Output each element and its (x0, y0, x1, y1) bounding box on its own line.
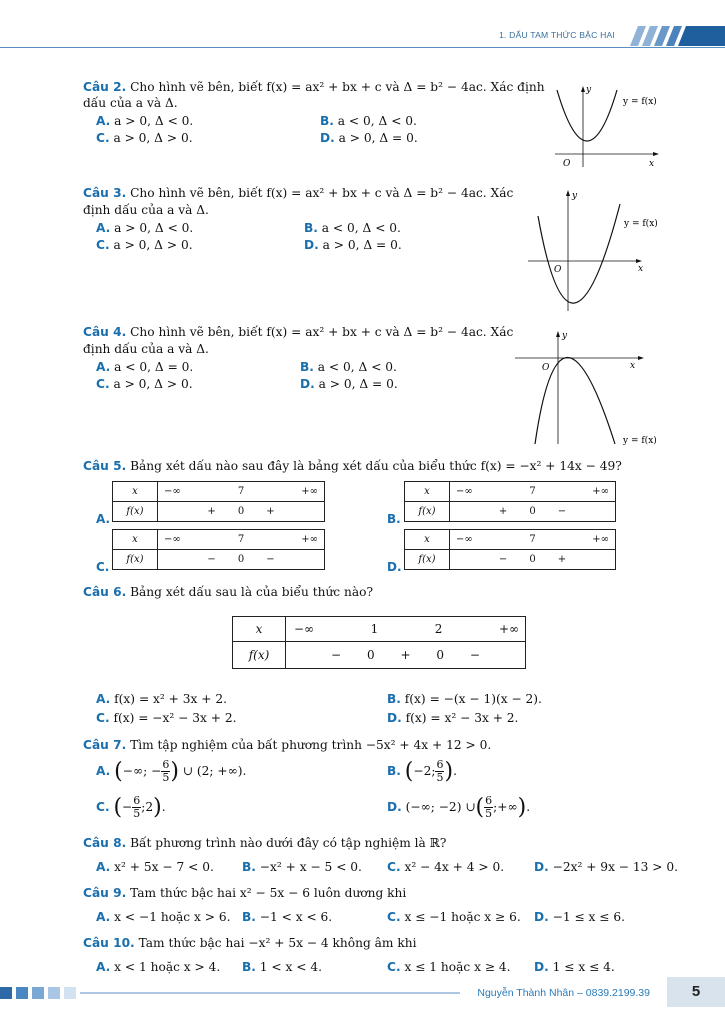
q4-option-d[interactable]: D. a > 0, Δ = 0. (300, 377, 398, 391)
q2-x-label: x (649, 159, 655, 169)
q5-option-c-letter[interactable]: C. (96, 560, 110, 574)
q4-option-b[interactable]: B. a < 0, Δ < 0. (300, 360, 397, 374)
q8-option-d[interactable]: D. −2x² + 9x − 13 > 0. (534, 860, 678, 874)
q2-option-b[interactable]: B. a < 0, Δ < 0. (320, 114, 417, 128)
q5-table-d[interactable]: x −∞ 7 +∞ f(x) − 0 + (404, 529, 616, 570)
q5-option-d-letter[interactable]: D. (387, 560, 402, 574)
q4-option-a[interactable]: A. a < 0, Δ = 0. (96, 360, 194, 374)
q8-text: Câu 8. Bất phương trình nào dưới đây có tập nghiệm là ℝ? (83, 836, 447, 850)
q6-text: Câu 6. Bảng xét dấu sau là của biểu thức nào? (83, 585, 373, 599)
footer-decoration (0, 985, 460, 1001)
section-title: 1. DẤU TAM THỨC BẬC HAI (498, 30, 615, 40)
q4-origin: O (542, 363, 550, 373)
q5-option-b-letter[interactable]: B. (387, 512, 401, 526)
q9-option-d[interactable]: D. −1 ≤ x ≤ 6. (534, 910, 626, 924)
q3-text: Câu 3. Cho hình vẽ bên, biết f(x) = ax² + bx + c và Δ = b² − 4ac. Xác (83, 186, 514, 200)
q3-x-label: x (638, 264, 644, 274)
q2-option-a[interactable]: A. a > 0, Δ < 0. (96, 114, 194, 128)
q3-option-b[interactable]: B. a < 0, Δ < 0. (304, 221, 401, 235)
q4-y-label: y (562, 331, 568, 341)
q3-origin: O (554, 265, 562, 275)
header-stripes (630, 26, 725, 46)
q9-option-b[interactable]: B. −1 < x < 6. (242, 910, 333, 924)
q8-option-c[interactable]: C. x² − 4x + 4 > 0. (387, 860, 505, 874)
q4-text: Câu 4. Cho hình vẽ bên, biết f(x) = ax² + bx + c và Δ = b² − 4ac. Xác (83, 325, 514, 339)
q5-text: Câu 5. Bảng xét dấu nào sau đây là bảng xét dấu của biểu thức f(x) = −x² + 14x − 49? (83, 459, 622, 473)
q3-text2: định dấu của a và Δ. (83, 203, 209, 217)
q2-text2: dấu của a và Δ. (83, 96, 178, 110)
q3-option-d[interactable]: D. a > 0, Δ = 0. (304, 238, 402, 252)
q4-x-label: x (630, 361, 636, 371)
q2-graph (545, 82, 675, 172)
q2-option-c[interactable]: C. a > 0, Δ > 0. (96, 131, 193, 145)
q6-table: x −∞ 1 2 +∞ f(x) − 0 + 0 − (232, 616, 526, 669)
q9-option-c[interactable]: C. x ≤ −1 hoặc x ≥ 6. (387, 910, 521, 924)
q10-option-a[interactable]: A. x < 1 hoặc x > 4. (96, 960, 221, 974)
q3-fx-label: y = f(x) (624, 219, 658, 229)
q9-text: Câu 9. Tam thức bậc hai x² − 5x − 6 luôn dương khi (83, 886, 407, 900)
q3-graph (520, 186, 680, 316)
q8-option-b[interactable]: B. −x² + x − 5 < 0. (242, 860, 362, 874)
footer-author: Nguyễn Thành Nhân – 0839.2199.39 (477, 987, 650, 999)
q10-option-c[interactable]: C. x ≤ 1 hoặc x ≥ 4. (387, 960, 511, 974)
header-rule (0, 47, 725, 48)
q3-option-a[interactable]: A. a > 0, Δ < 0. (96, 221, 194, 235)
q6-option-a[interactable]: A. f(x) = x² + 3x + 2. (96, 692, 227, 706)
q2-origin: O (563, 159, 571, 169)
q2-y-label: y (586, 85, 592, 95)
page-number: 5 (667, 977, 725, 1007)
q2-text: Câu 2. Cho hình vẽ bên, biết f(x) = ax² + bx + c và Δ = b² − 4ac. Xác định (83, 80, 545, 94)
q5-table-a[interactable]: x −∞ 7 +∞ f(x) + 0 + (112, 481, 325, 522)
q4-fx-label: y = f(x) (623, 436, 657, 446)
q8-option-a[interactable]: A. x² + 5x − 7 < 0. (96, 860, 214, 874)
q6-option-b[interactable]: B. f(x) = −(x − 1)(x − 2). (387, 692, 542, 706)
q4-graph (510, 326, 680, 451)
q4-text2: định dấu của a và Δ. (83, 342, 209, 356)
q2-option-d[interactable]: D. a > 0, Δ = 0. (320, 131, 418, 145)
q10-text: Câu 10. Tam thức bậc hai −x² + 5x − 4 không âm khi (83, 936, 417, 950)
q7-text: Câu 7. Tìm tập nghiệm của bất phương trình −5x² + 4x + 12 > 0. (83, 738, 492, 752)
q2-fx-label: y = f(x) (623, 97, 657, 107)
q7-option-b[interactable]: B. (−2; $\frac{6}{5}$ ). (387, 758, 457, 784)
q5-table-c[interactable]: x −∞ 7 +∞ f(x) − 0 − (112, 529, 325, 570)
q9-option-a[interactable]: A. x < −1 hoặc x > 6. (96, 910, 231, 924)
q6-option-d[interactable]: D. f(x) = x² − 3x + 2. (387, 711, 519, 725)
q7-option-a[interactable]: A. (−∞; − $\frac{6}{5}$ ) ∪ (2; +∞). (96, 758, 247, 784)
q6-option-c[interactable]: C. f(x) = −x² − 3x + 2. (96, 711, 237, 725)
q7-option-c[interactable]: C. (− $\frac{6}{5}$ ;2). (96, 794, 166, 820)
q5-option-a-letter[interactable]: A. (96, 512, 111, 526)
q10-option-d[interactable]: D. 1 ≤ x ≤ 4. (534, 960, 615, 974)
q10-option-b[interactable]: B. 1 < x < 4. (242, 960, 322, 974)
q3-y-label: y (572, 191, 578, 201)
q3-option-c[interactable]: C. a > 0, Δ > 0. (96, 238, 193, 252)
q5-table-b[interactable]: x −∞ 7 +∞ f(x) + 0 − (404, 481, 616, 522)
q7-option-d[interactable]: D. (−∞; −2) ∪( $\frac{6}{5}$ ;+∞). (387, 794, 531, 820)
q4-option-c[interactable]: C. a > 0, Δ > 0. (96, 377, 193, 391)
